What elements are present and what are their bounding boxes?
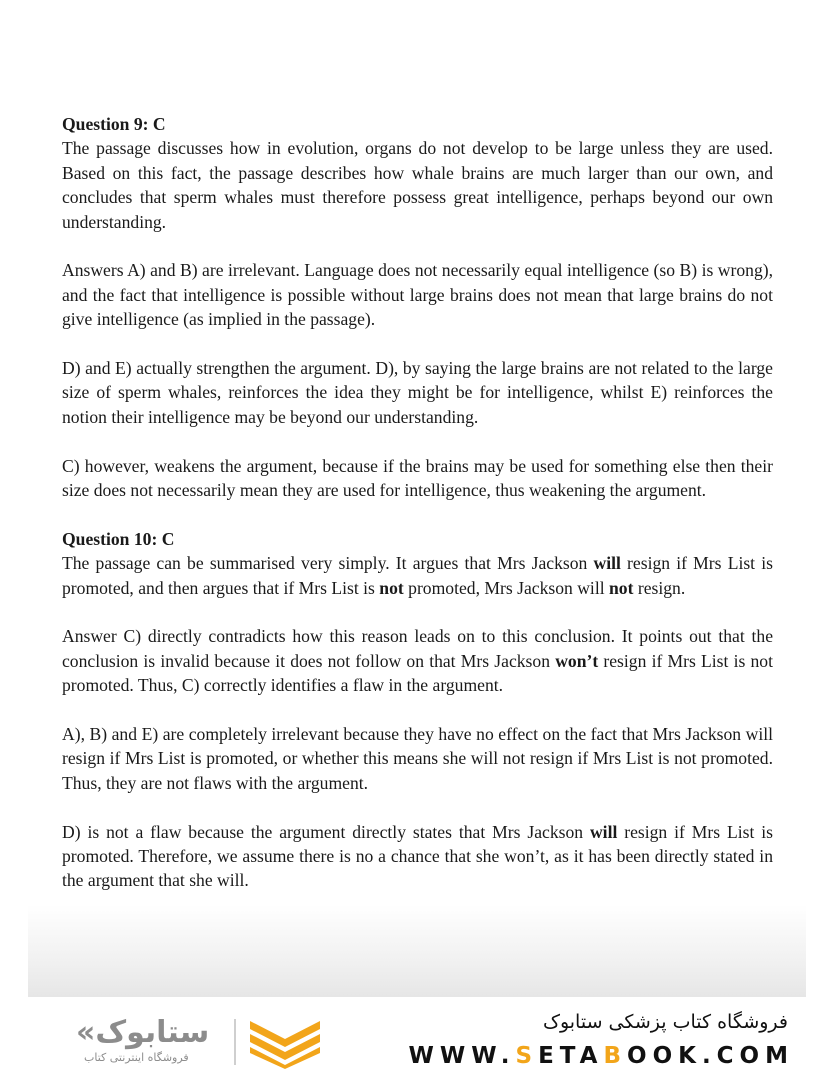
question-10-heading: Question 10: C <box>62 528 175 549</box>
page-body <box>62 112 773 893</box>
store-url[interactable]: WWW.SETABOOK.COM <box>408 1043 794 1069</box>
book-stack-icon <box>246 1017 324 1069</box>
logo-divider <box>234 1019 236 1065</box>
store-title: فروشگاه کتاب پزشکی ستابوک <box>542 1011 788 1033</box>
question-9-heading: Question 9: C <box>62 114 166 134</box>
question-9 <box>62 112 773 502</box>
setabook-logo[interactable] <box>68 1011 328 1073</box>
question-9-paragraph-4: C) however, weakens the argument, because if the brains may be used for something else then their size does not necessarily mean they are used for intelligence, thus weakening the argument. <box>62 455 773 501</box>
footer-shadow <box>28 905 806 997</box>
logo-wordmark: «ستابوک <box>76 1015 210 1050</box>
question-10-paragraph-3: A), B) and E) are completely irrelevant because they have no effect on the fact that Mrs Jackson will resign if Mrs List is promoted, or whether this means she will not resign if Mrs List is not promoted. Thus, they are not flaws with the argument. <box>62 724 773 793</box>
question-10-paragraph-4: D) is not a flaw because the argument directly states that Mrs Jackson will resign if Mrs List is promoted. Therefore, we assume there is no a chance that she won’t, as it has been directly stated in the argument that she will. <box>62 821 773 891</box>
logo-tagline: فروشگاه اینترنتی کتاب <box>84 1051 189 1064</box>
question-10 <box>62 527 773 893</box>
question-10-paragraph-2: Answer C) directly contradicts how this reason leads on to this conclusion. It points out that the conclusion is invalid because it does not follow on that Mrs Jackson won’t resign if Mrs List is not promoted. Thus, C) correctly identifies a flaw in the argument. <box>62 626 773 696</box>
question-10-paragraph-1: The passage can be summarised very simply. It argues that Mrs Jackson will resign if Mrs List is promoted, and then argues that if Mrs List is not promoted, Mrs Jackson will not resign. <box>62 553 773 598</box>
footer <box>0 997 834 1080</box>
question-9-paragraph-2: Answers A) and B) are irrelevant. Language does not necessarily equal intelligence (so B) is wrong), and the fact that intelligence is possible without large brains does not mean that large brains do not give intelligence (as implied in the passage). <box>62 260 773 330</box>
question-9-paragraph-1: The passage discusses how in evolution, organs do not develop to be large unless they are used. Based on this fact, the passage describes how whale brains are much larger than our own, and concludes that sperm whales must therefore possess great intelligence, perhaps beyond our own understanding. <box>62 138 773 232</box>
question-9-paragraph-3: D) and E) actually strengthen the argument. D), by saying the large brains are not related to the large size of sperm whales, reinforces the idea they might be for intelligence, whilst E) reinforces the notion their intelligence may be beyond our understanding. <box>62 358 773 427</box>
